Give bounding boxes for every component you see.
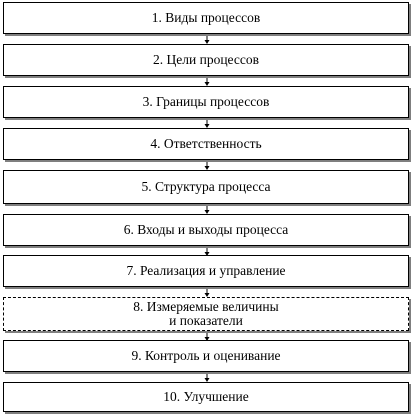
arrow-down-icon (203, 206, 211, 214)
step-10-label: 10. Улучшение (163, 389, 249, 404)
step-6-box (3, 214, 409, 246)
arrow-down-icon (203, 289, 211, 297)
arrow-down-icon (203, 374, 211, 382)
arrow-down-icon (203, 162, 211, 170)
step-7-box (3, 255, 409, 287)
step-7-label: 7. Реализация и управление (126, 263, 286, 278)
step-2-label: 2. Цели процессов (153, 52, 259, 67)
step-3-box (3, 86, 409, 118)
step-8-box (3, 297, 409, 331)
step-4-box (3, 128, 409, 160)
step-3-label: 3. Границы процессов (142, 94, 270, 109)
step-5-label: 5. Структура процесса (141, 179, 271, 194)
arrow-down-icon (203, 78, 211, 86)
step-1-box (3, 2, 409, 34)
arrow-down-icon (203, 120, 211, 128)
step-4-label: 4. Ответственность (150, 136, 262, 151)
step-8-label: 8. Измеряемые величины и показатели (133, 299, 279, 328)
step-2-box (3, 44, 409, 76)
arrow-down-icon (203, 36, 211, 44)
step-1-label: 1. Виды процессов (151, 10, 261, 25)
step-6-label: 6. Входы и выходы процесса (123, 222, 289, 237)
step-9-label: 9. Контроль и оценивание (131, 348, 281, 363)
step-10-box (3, 382, 409, 412)
step-5-box (3, 170, 409, 204)
step-9-box (3, 340, 409, 372)
